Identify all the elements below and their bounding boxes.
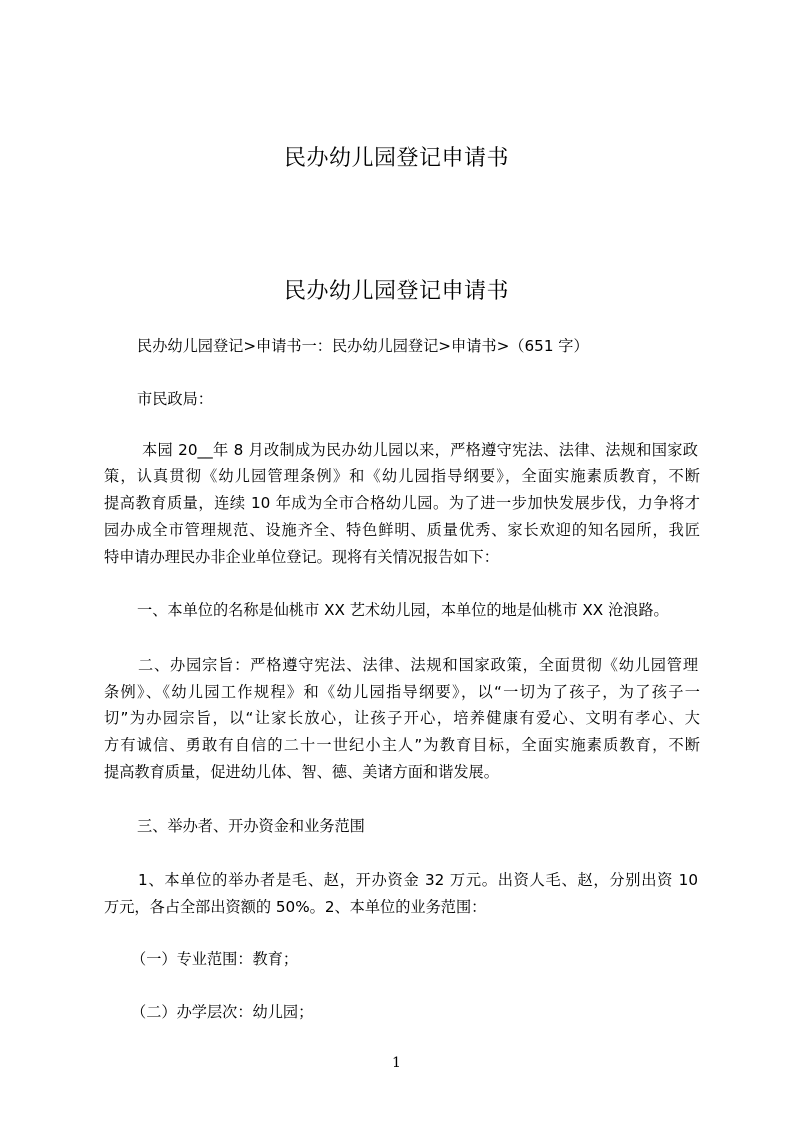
salutation: 市民政局： [137,390,213,408]
section-2-line: 方有诚信、勇敢有自信的二十一世纪小主人”为教育目标，全面实施素质教育，不断 [104,736,700,754]
page-number: 1 [392,1055,401,1071]
paragraph-1-line: 园办成全市管理规范、设施齐全、特色鲜明、质量优秀、家长欢迎的知名园所，我匠 [104,521,700,539]
section-3-item-line: 1、本单位的举办者是毛、赵，开办资金 32 万元。出资人毛、赵，分别出资 10 [138,871,698,889]
subtitle-line: 民办幼儿园登记>申请书一：民办幼儿园登记>申请书>（651 字） [137,337,589,355]
paragraph-1-line: 策，认真贯彻《幼儿园管理条例》和《幼儿园指导纲要》，全面实施素质教育，不断 [104,467,700,485]
document-title: 民办幼儿园登记申请书 [283,279,509,304]
section-1: 一、本单位的名称是仙桃市 XX 艺术幼儿园，本单位的地是仙桃市 XX 沧浪路。 [137,601,669,619]
page-header-title: 民办幼儿园登记申请书 [283,146,509,171]
section-3-item-line: 万元，各占全部出资额的 50%。2、本单位的业务范围： [104,898,487,916]
section-2-line: 二、办园宗旨：严格遵守宪法、法律、法规和国家政策，全面贯彻《幼儿园管理 [138,656,698,674]
section-2-line: 条例》、《幼儿园工作规程》和《幼儿园指导纲要》，以“一切为了孩子，为了孩子一 [104,683,700,701]
paragraph-1-line: 特申请办理民办非企业单位登记。现将有关情况报告如下： [104,548,499,566]
section-3-heading: 三、举办者、开办资金和业务范围 [137,817,365,835]
scope-item: （一）专业范围：教育； [131,950,299,968]
scope-item: （二）办学层次：幼儿园； [131,1003,314,1021]
section-2-line: 提高教育质量，促进幼儿体、智、德、美诸方面和谐发展。 [104,763,499,781]
section-2-line: 切”为办园宗旨，以“让家长放心，让孩子开心，培养健康有爱心、文明有孝心、大 [104,709,700,727]
paragraph-1-line: 提高教育质量，连续 10 年成为全市合格幼儿园。为了进一步加快发展步伐，力争将才 [104,494,700,512]
paragraph-1-line: 本园 20__年 8 月改制成为民办幼儿园以来，严格遵守宪法、法律、法规和国家政 [142,441,698,459]
